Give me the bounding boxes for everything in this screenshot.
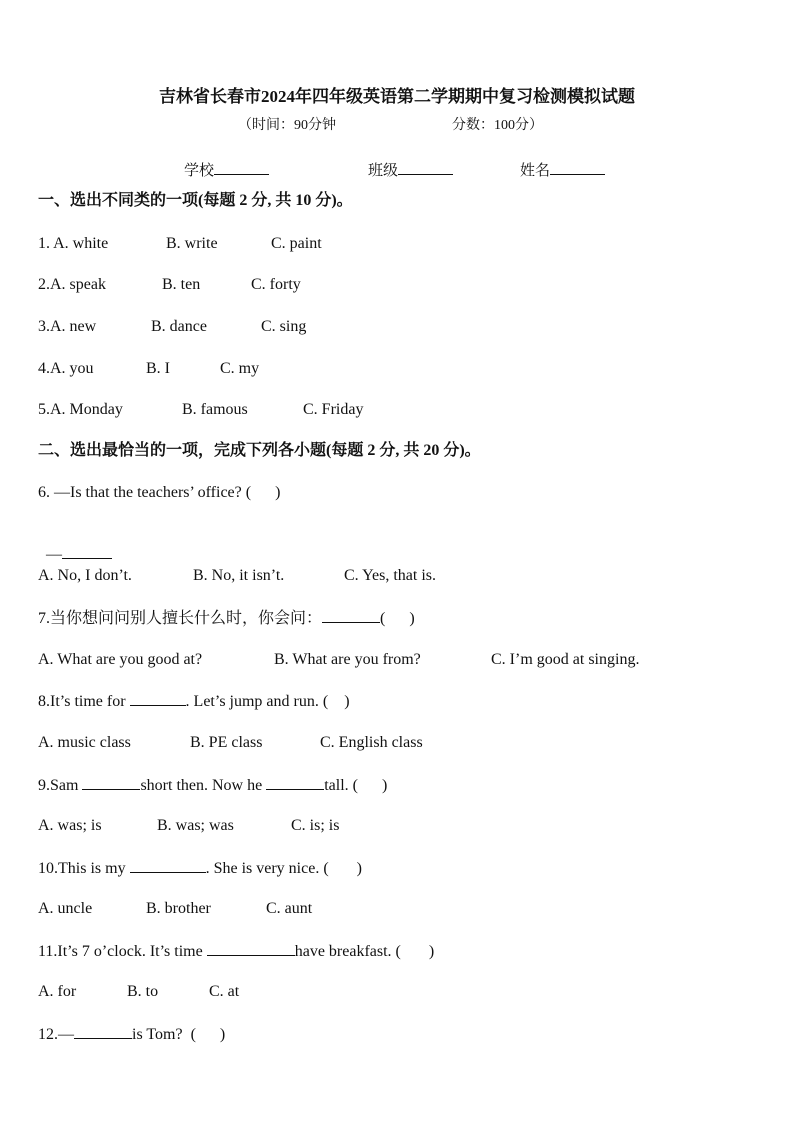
school-label: 学校 [184, 163, 215, 179]
question-11-option-b[interactable]: B. to [127, 983, 159, 1000]
question-6-stem: 6. —Is that the teachers’ office? ( ) [38, 484, 281, 501]
exam-time: （时间：90分钟 [238, 118, 336, 133]
question-8-stem-post: . Let’s jump and run. ( ) [185, 693, 350, 710]
class-label: 班级 [368, 163, 399, 179]
question-3-option-b[interactable]: B. dance [151, 318, 207, 335]
question-10-stem-post: . She is very nice. ( ) [205, 860, 362, 877]
question-9-option-b[interactable]: B. was; was [157, 817, 234, 834]
question-10-option-a[interactable]: A. uncle [38, 900, 93, 917]
exam-score: 分数：100分） [452, 118, 543, 133]
question-7-option-b[interactable]: B. What are you from? [274, 651, 421, 668]
question-6-blank[interactable] [62, 544, 112, 559]
question-3-option-a[interactable]: 3.A. new [38, 318, 97, 335]
section-2-heading: 二、选出最恰当的一项，完成下列各小题(每题 2 分, 共 20 分)。 [38, 442, 481, 459]
question-1-option-b[interactable]: B. write [166, 235, 218, 252]
school-field[interactable] [184, 160, 269, 181]
school-blank[interactable] [214, 160, 269, 175]
name-label: 姓名 [520, 163, 551, 179]
question-7-option-a[interactable]: A. What are you good at? [38, 651, 203, 668]
question-9-stem-mid: short then. Now he [140, 777, 267, 794]
question-7-stem [38, 608, 415, 629]
question-7-blank[interactable] [322, 608, 380, 623]
question-7-stem-pre: 7.当你想问问别人擅长什么时，你会问： [38, 610, 323, 627]
question-12-stem [38, 1024, 225, 1045]
question-9-stem-pre: 9.Sam [38, 777, 83, 794]
question-12-stem-pre: 12.— [38, 1026, 74, 1043]
question-4-option-c[interactable]: C. my [220, 360, 260, 377]
question-2-option-b[interactable]: B. ten [162, 276, 201, 293]
question-2-option-a[interactable]: 2.A. speak [38, 276, 106, 293]
question-7-stem-post: ( ) [380, 610, 415, 627]
question-10-option-c[interactable]: C. aunt [266, 900, 313, 917]
page-title: 吉林省长春市2024年四年级英语第二学期期中复习检测模拟试题 [159, 87, 635, 106]
question-6-dash: — [46, 546, 62, 563]
question-6-option-c[interactable]: C. Yes, that is. [344, 567, 437, 584]
question-2-option-c[interactable]: C. forty [251, 276, 301, 293]
question-11-blank[interactable] [207, 941, 295, 956]
question-9-blank-1[interactable] [82, 775, 140, 790]
name-blank[interactable] [550, 160, 605, 175]
question-9-option-c[interactable]: C. is; is [291, 817, 340, 834]
question-12-blank[interactable] [74, 1024, 132, 1039]
question-8-stem-pre: 8.It’s time for [38, 693, 130, 710]
question-9-stem-post: tall. ( ) [324, 777, 388, 794]
class-field[interactable] [368, 160, 453, 181]
name-field[interactable] [520, 160, 605, 181]
question-10-option-b[interactable]: B. brother [146, 900, 211, 917]
question-8-option-a[interactable]: A. music class [38, 734, 131, 751]
question-6-option-a[interactable]: A. No, I don’t. [38, 567, 132, 584]
section-1-heading: 一、选出不同类的一项(每题 2 分, 共 10 分)。 [38, 192, 353, 209]
question-9-option-a[interactable]: A. was; is [38, 817, 102, 834]
question-1-option-a[interactable]: 1. A. white [38, 235, 109, 252]
question-10-blank[interactable] [130, 858, 206, 873]
question-11-stem-post: have breakfast. ( ) [294, 943, 435, 960]
question-5-option-a[interactable]: 5.A. Monday [38, 401, 123, 418]
question-4-option-a[interactable]: 4.A. you [38, 360, 94, 377]
question-6-option-b[interactable]: B. No, it isn’t. [193, 567, 285, 584]
question-8-stem [38, 691, 350, 712]
question-8-option-c[interactable]: C. English class [320, 734, 423, 751]
question-5-option-b[interactable]: B. famous [182, 401, 248, 418]
question-8-option-b[interactable]: B. PE class [190, 734, 263, 751]
question-10-stem-pre: 10.This is my [38, 860, 130, 877]
question-10-stem [38, 858, 362, 879]
class-blank[interactable] [398, 160, 453, 175]
question-4-option-b[interactable]: B. I [146, 360, 170, 377]
question-9-stem [38, 775, 387, 796]
question-11-option-a[interactable]: A. for [38, 983, 77, 1000]
question-11-stem-pre: 11.It’s 7 o’clock. It’s time [38, 943, 207, 960]
question-5-option-c[interactable]: C. Friday [303, 401, 364, 418]
question-11-option-c[interactable]: C. at [209, 983, 240, 1000]
question-11-stem [38, 941, 434, 962]
question-12-stem-post: is Tom? ( ) [132, 1026, 226, 1043]
question-3-option-c[interactable]: C. sing [261, 318, 307, 335]
question-8-blank[interactable] [130, 691, 186, 706]
question-9-blank-2[interactable] [266, 775, 324, 790]
question-1-option-c[interactable]: C. paint [271, 235, 322, 252]
question-7-option-c[interactable]: C. I’m good at singing. [491, 651, 640, 668]
question-6-answer-line[interactable] [38, 524, 112, 565]
